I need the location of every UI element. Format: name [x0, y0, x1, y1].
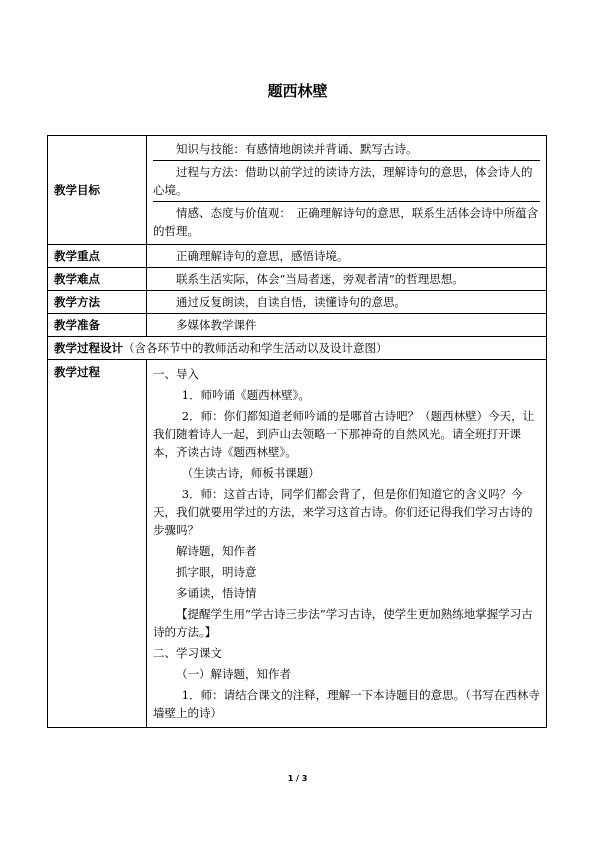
- row-teaching-difficulty: [48, 268, 547, 291]
- process-paragraph: （生读古诗，师板书课题）: [181, 466, 320, 480]
- process-paragraph: 2．师：你们都知道老师吟诵的是哪首古诗吧？（题西林壁）今天，让我们随着诗人一起，到庐山去领略一下那神奇的自然风光。请全班打开课本，齐读古诗《题西林壁》。: [153, 409, 535, 459]
- label-teaching-process: 教学过程: [48, 360, 147, 728]
- cell-teaching-process: [147, 360, 547, 728]
- cell-teaching-difficulty: 联系生活实际，体会“当局者迷，旁观者清”的哲理思想。: [147, 268, 547, 291]
- cell-teaching-focus: 正确理解诗句的意思，感悟诗境。: [147, 245, 547, 268]
- process-step: 解诗题，知作者: [176, 544, 257, 558]
- process-step: 多诵读，悟诗情: [176, 586, 257, 600]
- document-title: 题西林壁: [267, 82, 328, 100]
- cell-teaching-method: 通过反复朗读，自读自悟，读懂诗句的意思。: [147, 291, 547, 314]
- process-subheading: （一）解诗题，知作者: [176, 667, 291, 681]
- lesson-plan-table: [47, 135, 547, 728]
- row-teaching-focus: [48, 245, 547, 268]
- row-teaching-method: [48, 291, 547, 314]
- process-paragraph: 1．师：请结合课文的注释，理解一下本诗题目的意思。（书写在西林寺墙壁上的诗）: [153, 688, 540, 720]
- process-design-note: （含各环节中的教师活动和学生活动以及设计意图）: [123, 341, 388, 355]
- label-process-design: 教学过程设计: [54, 341, 123, 355]
- label-teaching-difficulty: 教学难点: [48, 268, 147, 291]
- process-step: 抓字眼，明诗意: [176, 565, 257, 579]
- cell-teaching-goals: [147, 136, 547, 245]
- row-teaching-process: [48, 360, 547, 728]
- process-heading-intro: 一、导入: [153, 367, 199, 381]
- label-teaching-method: 教学方法: [48, 291, 147, 314]
- cell-process-design: [48, 337, 547, 360]
- cell-teaching-prep: 多媒体教学课件: [147, 314, 547, 337]
- goal-knowledge: 知识与技能：有感情地朗读并背诵、默写古诗。: [176, 142, 418, 156]
- design-intent-note: 【提醒学生用“学古诗三步法”学习古诗，使学生更加熟练地掌握学习古诗的方法。】: [153, 607, 533, 639]
- label-teaching-focus: 教学重点: [48, 245, 147, 268]
- process-heading-study: 二、学习课文: [153, 646, 222, 660]
- goal-attitude: 情感、态度与价值观： 正确理解诗句的意思，联系生活体会诗中所蕴含的哲理。: [153, 201, 540, 242]
- row-teaching-prep: [48, 314, 547, 337]
- label-teaching-goals: 教学目标: [48, 136, 147, 245]
- process-paragraph: 3．师：这首古诗，同学们都会背了，但是你们知道它的含义吗？今天，我们就要用学过的方法，来学习这首古诗。你们还记得我们学习古诗的步骤吗？: [153, 487, 533, 537]
- page-number: 1 / 3: [287, 774, 308, 783]
- goal-process: 过程与方法：借助以前学过的读诗方法，理解诗句的意思，体会诗人的心境。: [153, 160, 540, 201]
- label-teaching-prep: 教学准备: [48, 314, 147, 337]
- process-paragraph: 1．师吟诵《题西林壁》。: [181, 388, 310, 402]
- row-process-design: [48, 337, 547, 360]
- row-teaching-goals: [48, 136, 547, 245]
